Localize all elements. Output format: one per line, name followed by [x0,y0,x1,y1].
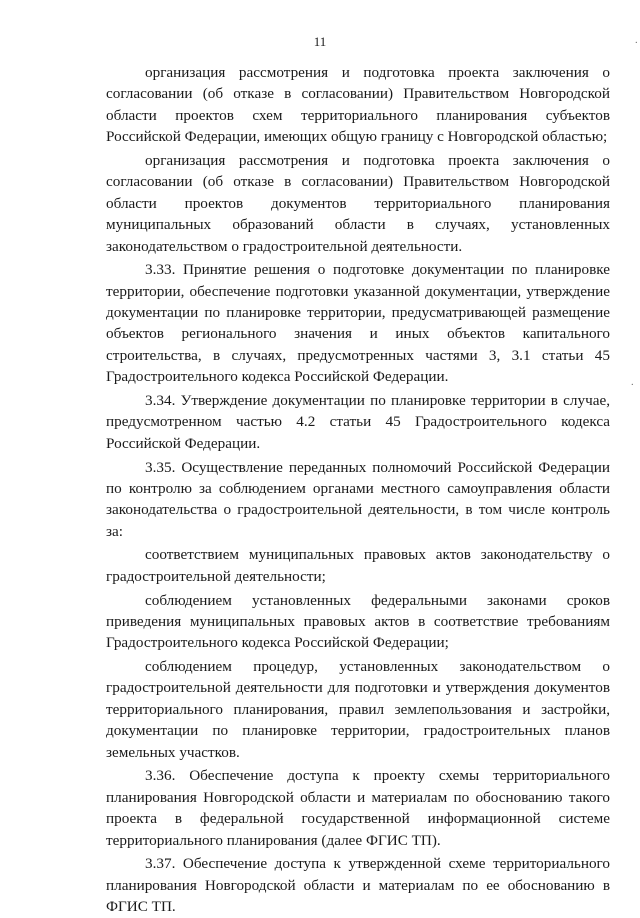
paragraph-3-37: 3.37. Обеспечение доступа к утвержденной схеме территориального планирования Новгородской области и материалам по ее обоснованию в ФГИС ТП. [106,855,610,916]
paragraph-3-34: 3.34. Утверждение документации по планировке территории в случае, предусмотренном частью 4.2 статьи 45 Градостроительного кодекса Российской Федерации. [106,391,610,452]
edge-mark: · [634,38,638,49]
edge-mark: · [630,380,634,391]
paragraph-schemes-agreement: организация рассмотрения и подготовка проекта заключения о согласовании (об отказе в согласовании) Правительством Новгородской области проектов схем территориального планирования субъектов Российской Федерации, имеющих общую границу с Новгородской областью; [106,64,610,146]
document-body [106,62,610,918]
page-number: 11 [313,34,327,49]
paragraph-municipal-documents-agreement: организация рассмотрения и подготовка проекта заключения о согласовании (об отказе в согласовании) Правительством Новгородской области проектов документов территориального планирования муниципальных образований области в случаях, установленных законодательством о градостроительной деятельности. [106,151,610,255]
paragraph-3-35: 3.35. Осуществление переданных полномочий Российской Федерации по контролю за соблюдением органами местного самоуправления области законодательства о градостроительной деятельности, в том числе контроль за: [106,458,610,540]
paragraph-3-33: 3.33. Принятие решения о подготовке документации по планировке территории, обеспечение подготовки указанной документации, утверждение документации по планировке территории, предусматривающей размещение объектов регионального значения и иных объектов капитального строительства, в случаях, предусмотренных частями 3, 3.1 статьи 45 Градостроительного кодекса Российской Федерации. [106,261,610,386]
paragraph-compliance-procedures: соблюдением процедур, установленных законодательством о градостроительной деятельности для подготовки и утверждения документов территориального планирования, правил землепользования и застройки, документации по планировке территории, градостроительных планов земельных участков. [106,658,610,761]
paragraph-compliance-deadlines: соблюдением установленных федеральными законами сроков приведения муниципальных правовых актов в соответствие требованиям Градостроительного кодекса Российской Федерации; [106,591,610,652]
paragraph-compliance-acts: соответствием муниципальных правовых актов законодательству о градостроительной деятельности; [106,546,610,585]
paragraph-3-36: 3.36. Обеспечение доступа к проекту схемы территориального планирования Новгородской области и материалам по обоснованию такого проекта в федеральной государственной информационной системе территориального планирования (далее ФГИС ТП). [106,767,610,849]
